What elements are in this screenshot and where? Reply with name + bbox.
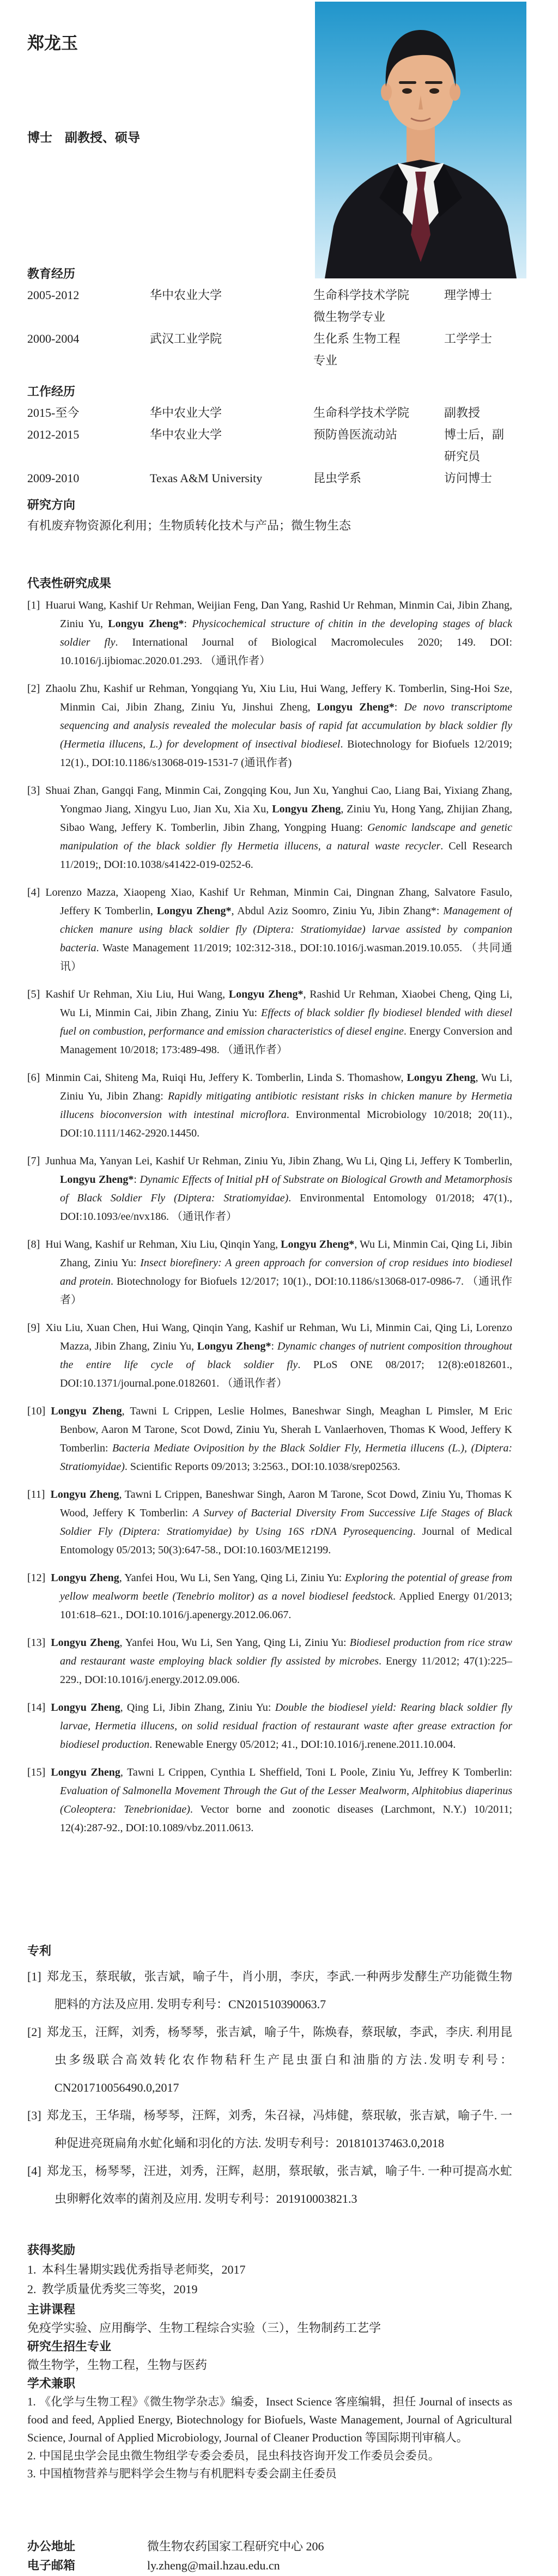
academic-item: [27, 2447, 512, 2465]
photo-ear-right: [450, 83, 460, 101]
publication-index: [2]: [27, 683, 40, 695]
work-period: 2012-2015: [27, 428, 80, 441]
education-table: [27, 284, 512, 372]
work-department-line1: 昆虫学系: [313, 471, 362, 485]
patent-index: [2]: [27, 2025, 41, 2039]
research-text: 有机废弃物资源化利用；生物质转化技术与产品；微生物生态: [27, 519, 351, 532]
awards-section: [27, 2240, 512, 2299]
publication-index: [3]: [27, 785, 40, 797]
education-department: [313, 284, 444, 328]
academic-item-text: 中国昆虫学会昆虫微生物组学专委会委员，昆虫科技咨询开发工作委员会委员。: [39, 2449, 440, 2462]
contact-section: [27, 2537, 512, 2575]
publication-citation: Longyu Zheng, Yanfei Hou, Wu Li, Sen Yang, Qing Li, Ziniu Yu: Biodiesel production from rice straw and restaurant waste employing black soldier fly assisted by microbes. Energy 11/2012; 47(1):225–229., DOI:10.1016/j.energy.2012.09.006.: [51, 1637, 512, 1686]
majors-heading: 研究生招生专业: [27, 2340, 112, 2353]
publication-entry: [27, 1068, 512, 1143]
education-heading: 教育经历: [27, 267, 76, 281]
academic-item-number: 2.: [27, 2449, 36, 2462]
publication-index: [9]: [27, 1322, 40, 1334]
publication-entry: [27, 1763, 512, 1837]
work-position: [444, 424, 512, 467]
photo-eye-right: [429, 88, 439, 94]
education-department-line1: 生命科学技术学院: [313, 288, 410, 302]
award-number: 2.: [27, 2282, 37, 2296]
publication-entry: [27, 1485, 512, 1559]
publication-index: [1]: [27, 599, 40, 611]
awards-list: [27, 2260, 512, 2299]
education-degree-line1: 工学学士: [444, 332, 493, 345]
publication-entry: [27, 1402, 512, 1476]
academic-item-text: 《化学与生物工程》《微生物学杂志》编委，Insect Science 客座编辑，担任 Journal of insects as food and feed, Applied Energy, Biotechnology for Biofuels, Waste Management, Journal of Agricultural Science, Journal of Applied Microbiology, Journal of Cleaner Production 等国际期刊审稿人。: [27, 2395, 512, 2444]
publication-citation: Minmin Cai, Shiteng Ma, Ruiqi Hu, Jeffery K. Tomberlin, Linda S. Thomashow, Longyu Zheng, Wu Li, Ziniu Yu, Jibin Zhang: Rapidly mitigating antibiotic resistant risks in chicken manure by Hermetia illucens bioconversion with intestinal microflora. Environmental Microbiology 10/2018; 20(11)., DOI:10.1111/1462-2920.14450.: [45, 1072, 512, 1139]
patent-index: [1]: [27, 1970, 41, 1983]
publication-citation: Zhaolu Zhu, Kashif ur Rehman, Yongqiang Yu, Xiu Liu, Hui Wang, Jeffery K. Tomberlin, Sing-Hoi Sze, Minmin Cai, Jibin Zhang, Ziniu Yu, Jinshui Zheng, Longyu Zheng*: De novo transcriptome sequencing and analysis revealed the molecular basis of rapid fat accumulation by black soldier fly (Hermetia illucens, L.) for development of insectival biodiesel. Biotechnology for Biofuels 12/2019; 12(1)., DOI:10.1186/s13068-019-1531-7 (通讯作者): [45, 683, 512, 769]
award-text: 本科生暑期实践优秀指导老师奖，2017: [41, 2263, 246, 2276]
publication-citation: Hui Wang, Kashif ur Rehman, Xiu Liu, Qinqin Yang, Longyu Zheng*, Wu Li, Minmin Cai, Qing Li, Jibin Zhang, Ziniu Yu: Insect biorefinery: A green approach for conversion of crop residues into biodiesel and protein. Biotechnology for Biofuels 12/2017; 10(1)., DOI:10.1186/s13068-017-0986-7. （通讯作者）: [45, 1238, 512, 1306]
publication-citation: Lorenzo Mazza, Xiaopeng Xiao, Kashif Ur Rehman, Minmin Cai, Dingnan Zhang, Salvatore Fasulo, Jeffery K Tomberlin, Longyu Zheng*, Abdul Aziz Soomro, Ziniu Yu, Jibin Zhang*: Management of chicken manure using black soldier fly (Diptera: Stratiomyidae) larvae assisted by companion bacteria. Waste Management 11/2019; 102:312-318., DOI:10.1016/j.wasman.2019.10.055. （共同通讯）: [45, 886, 512, 973]
publication-index: [11]: [27, 1489, 45, 1500]
publications-heading: 代表性研究成果: [27, 576, 112, 590]
patents-heading: 专利: [27, 1944, 52, 1958]
profile-photo-graphic: [315, 2, 526, 278]
education-period: 2000-2004: [27, 332, 80, 345]
education-department-line2: 专业: [313, 354, 338, 367]
academic-section: [27, 2374, 512, 2538]
publication-citation: Huarui Wang, Kashif Ur Rehman, Weijian Feng, Dan Yang, Rashid Ur Rehman, Minmin Cai, Jibin Zhang, Ziniu Yu, Longyu Zheng*: Physicochemical structure of chitin in the developing stages of black soldier fly. International Journal of Biological Macromolecules 2020; 149. DOI: 10.1016/j.ijbiomac.2020.01.293. （通讯作者）: [45, 599, 512, 667]
majors-section: [27, 2337, 512, 2374]
publication-citation: Longyu Zheng, Qing Li, Jibin Zhang, Ziniu Yu: Double the biodiesel yield: Rearing black soldier fly larvae, Hermetia illucens, on solid residual fraction of restaurant waste after grease extraction for biodiesel production. Renewable Energy 05/2012; 41., DOI:10.1016/j.renene.2011.10.004.: [51, 1702, 512, 1751]
publication-index: [14]: [27, 1702, 46, 1714]
education-department: [313, 328, 444, 372]
patent-entry: [27, 2101, 512, 2157]
patent-index: [3]: [27, 2109, 41, 2122]
profile-photo: [315, 2, 526, 278]
publication-entry: [27, 985, 512, 1059]
academic-list: [27, 2393, 512, 2483]
publication-entry: [27, 781, 512, 874]
education-period: 2005-2012: [27, 288, 80, 302]
courses-heading: 主讲课程: [27, 2302, 76, 2316]
work-heading: 工作经历: [27, 385, 76, 398]
publication-citation: Longyu Zheng, Tawni L Crippen, Leslie Holmes, Baneshwar Singh, Meaghan L Pimsler, M Eric Benbow, Aaron M Tarone, Scot Dowd, Ziniu Yu, Sherah L Vanlaerhoven, Thomas K Wood, Jeffery K Tomberlin: Bacteria Mediate Oviposition by the Black Soldier Fly, Hermetia illucens (L.), (Diptera: Stratiomyidae). Scientific Reports 09/2013; 3:2563., DOI:10.1038/srep02563.: [51, 1405, 512, 1473]
publication-index: [8]: [27, 1238, 40, 1250]
academic-item-text: 中国植物营养与肥料学会生物与有机肥料专委会副主任委员: [39, 2467, 337, 2480]
work-department-line1: 预防兽医流动站: [313, 428, 398, 441]
publications-list: [27, 596, 512, 1837]
photo-eyebrow-left: [399, 81, 416, 84]
patent-index: [4]: [27, 2164, 41, 2178]
majors-text: 微生物学，生物工程，生物与医药: [27, 2358, 208, 2372]
publication-citation: Xiu Liu, Xuan Chen, Hui Wang, Qinqin Yang, Kashif ur Rehman, Wu Li, Minmin Cai, Qing Li, Lorenzo Mazza, Jibin Zhang, Ziniu Yu, Longyu Zheng*: Dynamic changes of nutrient composition throughout the entire life cycle of black soldier fly. PLoS ONE 08/2017; 12(8):e0182601., DOI:10.1371/journal.pone.0182601. （通讯作者）: [45, 1322, 512, 1389]
work-department: [313, 467, 444, 489]
publication-entry: [27, 1319, 512, 1393]
publication-entry: [27, 1633, 512, 1689]
work-position: [444, 402, 512, 424]
photo-ear-left: [381, 83, 392, 101]
work-period: 2015-至今: [27, 406, 80, 420]
office-row: [27, 2537, 512, 2556]
publication-entry: [27, 679, 512, 772]
patents-list: [27, 1963, 512, 2213]
publication-citation: Longyu Zheng, Yanfei Hou, Wu Li, Sen Yang, Qing Li, Ziniu Yu: Exploring the potential of grease from yellow mealworm beetle (Tenebrio molitor) as a novel biodiesel feedstock. Applied Energy 01/2013; 101:618–621., DOI:10.1016/j.apenergy.2012.06.067.: [51, 1572, 512, 1621]
patent-entry: [27, 2018, 512, 2101]
education-department-line2: 微生物学专业: [313, 310, 386, 324]
publication-citation: Junhua Ma, Yanyan Lei, Kashif Ur Rehman, Ziniu Yu, Jibin Zhang, Wu Li, Qing Li, Jeffery K Tomberlin, Longyu Zheng*: Dynamic Effects of Initial pH of Substrate on Biological Growth and Metamorphosis of Black Soldier Fly (Diptera: Stratiomyidae). Environmental Entomology 01/2018; 47(1)., DOI:10.1093/ee/nvx186. （通讯作者）: [45, 1155, 512, 1223]
patents-section: [27, 1940, 512, 2240]
courses-section: [27, 2300, 512, 2337]
work-period: 2009-2010: [27, 471, 80, 485]
publication-entry: [27, 883, 512, 976]
research-section: [27, 495, 512, 536]
office-value: 微生物农药国家工程研究中心 206: [147, 2539, 324, 2553]
photo-eyebrow-right: [425, 81, 442, 84]
publication-index: [12]: [27, 1572, 46, 1584]
publication-entry: [27, 1235, 512, 1309]
education-degree: [444, 328, 512, 372]
patent-entry: [27, 2157, 512, 2213]
email-label: 电子邮箱: [27, 2559, 76, 2572]
work-institution: 华中农业大学: [150, 428, 222, 441]
academic-item-number: 3.: [27, 2467, 36, 2480]
award-item: [27, 2280, 512, 2299]
patent-text: 郑龙玉，王华瑞，杨琴琴，汪辉，刘秀，朱召禄，冯炜健，蔡珉敏，张吉斌，喻子牛. 一种促进亮斑扁角水虻化蛹和羽化的方法. 发明专利号：201810137463.0,2018: [46, 2109, 512, 2150]
publication-entry: [27, 596, 512, 670]
work-position-line2: 研究员: [444, 449, 481, 463]
photo-eye-left: [402, 88, 412, 94]
publication-index: [13]: [27, 1637, 46, 1649]
education-degree: [444, 284, 512, 328]
publications-section: [27, 573, 512, 1940]
work-position: [444, 467, 512, 489]
work-position-line1: 副教授: [444, 406, 481, 420]
research-heading: 研究方向: [27, 498, 76, 512]
publication-index: [4]: [27, 886, 40, 898]
award-number: 1.: [27, 2263, 37, 2276]
publication-entry: [27, 1152, 512, 1226]
work-institution: 华中农业大学: [150, 406, 222, 420]
publication-citation: Longyu Zheng, Tawni L Crippen, Baneshwar Singh, Aaron M Tarone, Scot Dowd, Ziniu Yu, Thomas K Wood, Jeffery K Tomberlin: A Survey of Bacterial Diversity From Successive Life Stages of Black Soldier Fly (Diptera: Stratiomyidae) by Using 16S rDNA Pyrosequencing. Journal of Medical Entomology 05/2013; 50(3):647-58., DOI:10.1603/ME12199.: [50, 1489, 512, 1556]
awards-heading: 获得奖励: [27, 2243, 76, 2257]
degree-title-line: 博士 副教授、硕导: [27, 131, 140, 144]
work-institution: Texas A&M University: [150, 471, 263, 485]
publication-citation: Kashif Ur Rehman, Xiu Liu, Hui Wang, Longyu Zheng*, Rashid Ur Rehman, Xiaobei Cheng, Qing Li, Wu Li, Minmin Cai, Jibin Zhang, Ziniu Yu: Effects of black soldier fly biodiesel blended with diesel fuel on combustion, performance and emission characteristics of diesel engine. Energy Conversion and Management 10/2018; 173:489-498. （通讯作者）: [45, 988, 512, 1056]
work-position-line1: 访问博士: [444, 471, 493, 485]
education-institution: 华中农业大学: [150, 288, 222, 302]
work-section: [27, 381, 512, 489]
work-department: [313, 424, 444, 467]
award-text: 教学质量优秀奖三等奖，2019: [41, 2282, 198, 2296]
courses-text: 免疫学实验、应用酶学、生物工程综合实验（三），生物制药工艺学: [27, 2321, 381, 2335]
award-item: [27, 2260, 512, 2280]
publication-index: [6]: [27, 1072, 40, 1084]
email-row: [27, 2556, 512, 2575]
email-value: ly.zheng@mail.hzau.edu.cn: [147, 2559, 280, 2572]
work-department-line1: 生命科学技术学院: [313, 406, 410, 420]
publication-entry: [27, 1698, 512, 1754]
academic-heading: 学术兼职: [27, 2377, 76, 2390]
academic-item-number: 1.: [27, 2395, 36, 2408]
patent-text: 郑龙玉，汪辉，刘秀，杨琴琴，张吉斌，喻子牛，陈焕春，蔡珉敏，李武，李庆. 利用昆虫多级联合高效转化农作物秸秆生产昆虫蛋白和油脂的方法.发明专利号：CN201710056490.0,2017: [46, 2025, 512, 2094]
education-degree-line1: 理学博士: [444, 288, 493, 302]
education-department-line1: 生化系 生物工程: [313, 332, 401, 345]
patent-entry: [27, 1963, 512, 2018]
publication-index: [7]: [27, 1155, 40, 1167]
publication-index: [5]: [27, 988, 40, 1000]
work-department: [313, 402, 444, 424]
publication-index: [15]: [27, 1766, 46, 1778]
publication-index: [10]: [27, 1405, 46, 1417]
education-institution: 武汉工业学院: [150, 332, 222, 345]
academic-item: [27, 2465, 512, 2483]
page-title-name: 郑龙玉: [27, 34, 78, 53]
patent-text: 郑龙玉，蔡珉敏，张吉斌，喻子牛，肖小朋，李庆，李武.一种两步发酵生产功能微生物肥料的方法及应用. 发明专利号：CN201510390063.7: [46, 1970, 512, 2011]
publication-citation: Shuai Zhan, Gangqi Fang, Minmin Cai, Zongqing Kou, Jun Xu, Yanghui Cao, Liang Bai, Yixiang Zhang, Yongmao Jiang, Xingyu Luo, Jian Xu, Xia Xu, Longyu Zheng, Ziniu Yu, Hong Yang, Zhijian Zhang, Sibao Wang, Jeffery K. Tomberlin, Jibin Zhang, Yongping Huang: Genomic landscape and genetic manipulation of the black soldier fly Hermetia illucens, a natural waste recycler. Cell Research 11/2019;, DOI:10.1038/s41422-019-0252-6.: [45, 785, 512, 871]
patent-text: 郑龙玉，杨琴琴，汪进，刘秀，汪辉，赵朋，蔡珉敏，张吉斌，喻子牛. 一种可提高水虻虫卵孵化效率的菌剂及应用. 发明专利号：201910003821.3: [46, 2164, 512, 2206]
education-section: [27, 264, 512, 372]
office-label: 办公地址: [27, 2539, 76, 2553]
academic-item: [27, 2393, 512, 2447]
publication-citation: Longyu Zheng, Tawni L Crippen, Cynthia L Sheffield, Toni L Poole, Ziniu Yu, Jeffrey K Tomberlin: Evaluation of Salmonella Movement Through the Gut of the Lesser Mealworm, Alphitobius diaperinus (Coleoptera: Tenebrionidae). Vector borne and zoonotic diseases (Larchmont, N.Y.) 10/2011; 12(4):287-92., DOI:10.1089/vbz.2011.0613.: [51, 1766, 512, 1834]
publication-entry: [27, 1569, 512, 1624]
work-table: [27, 402, 512, 489]
work-position-line1: 博士后，副: [444, 428, 505, 441]
